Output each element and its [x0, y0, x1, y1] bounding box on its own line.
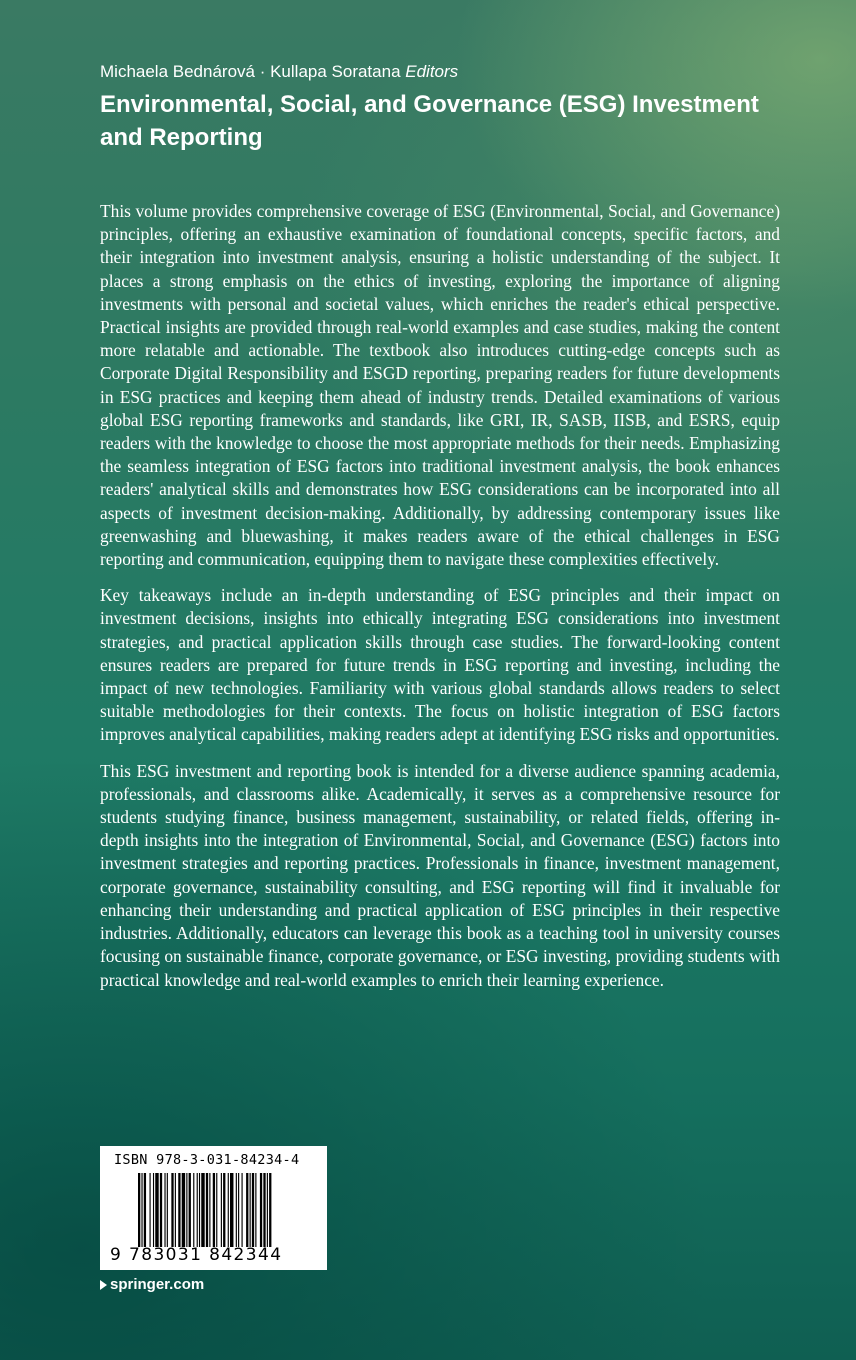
- publisher-site: springer.com: [110, 1276, 205, 1293]
- barcode-bar-11: [178, 1173, 180, 1247]
- barcode-bar-4: [153, 1173, 154, 1247]
- barcode-bar-16: [197, 1173, 198, 1247]
- barcode-bar-15: [193, 1173, 194, 1247]
- barcode-bar-18: [201, 1173, 204, 1247]
- barcode-bar-19: [206, 1173, 208, 1247]
- barcode-digits: 9 783031 842344: [110, 1245, 283, 1265]
- barcode-bar-28: [238, 1173, 239, 1247]
- barcode-bar-26: [230, 1173, 233, 1247]
- barcode-bar-10: [175, 1173, 176, 1247]
- barcode-bar-31: [250, 1173, 251, 1247]
- barcode-bar-12: [182, 1173, 185, 1247]
- editors-names: Michaela Bednárová · Kullapa Soratana: [100, 62, 401, 81]
- barcode-bar-24: [223, 1173, 225, 1247]
- description-paragraph-1: This volume provides comprehensive coverage of ESG (Environmental, Social, and Governance) principles, offering an exhaustive examination of foundational concepts, specific factors, and their integration into investment analysis, ensuring a holistic understanding of the subject. It places a strong emphasis on the ethics of investing, exploring the importance of aligning investments with personal and societal values, which enriches the reader's ethical perspective. Practical insights are provided through real-world examples and case studies, making the content more relatable and actionable. The textbook also introduces cutting-edge concepts such as Corporate Digital Responsibility and ESGD reporting, preparing readers for future developments in ESG practices and keeping them ahead of industry trends. Detailed examinations of various global ESG reporting frameworks and standards, like GRI, IR, SASB, IISB, and ESRS, equip readers with the knowledge to choose the most appropriate methods for their needs. Emphasizing the seamless integration of ESG factors into traditional investment analysis, the book enhances readers' analytical skills and demonstrates how ESG considerations can be incorporated into all aspects of investment decision-making. Additionally, by addressing contemporary issues like greenwashing and bluewashing, it makes readers aware of the ethical challenges in ESG reporting and communication, equipping them to navigate these complexities effectively.: [100, 201, 780, 570]
- barcode-bar-22: [216, 1173, 217, 1247]
- barcode-bar-20: [209, 1173, 210, 1247]
- publisher-link[interactable]: [100, 1276, 204, 1293]
- barcode-bar-0: [138, 1173, 140, 1247]
- isbn-label: ISBN 978-3-031-84234-4: [114, 1152, 300, 1168]
- barcode-bar-3: [150, 1173, 151, 1247]
- barcode-bars: [138, 1173, 308, 1247]
- barcode-bar-17: [199, 1173, 200, 1247]
- barcode-bar-25: [228, 1173, 229, 1247]
- barcode-bar-1: [141, 1173, 142, 1247]
- barcode-bar-2: [144, 1173, 146, 1247]
- barcode-bar-33: [255, 1173, 256, 1247]
- barcode-bar-14: [189, 1173, 191, 1247]
- play-arrow-icon: [100, 1280, 107, 1290]
- isbn-barcode: [100, 1146, 327, 1270]
- barcode-bar-34: [260, 1173, 262, 1247]
- editors-role: Editors: [405, 62, 459, 81]
- barcode-bar-37: [269, 1173, 271, 1247]
- barcode-bar-23: [221, 1173, 222, 1247]
- barcode-bar-30: [246, 1173, 248, 1247]
- book-title: Environmental, Social, and Governance (ESG) Investment and Reporting: [100, 91, 759, 151]
- barcode-bar-29: [242, 1173, 243, 1247]
- barcode-bar-5: [155, 1173, 158, 1247]
- barcode-bar-7: [164, 1173, 165, 1247]
- barcode-bar-13: [186, 1173, 187, 1247]
- description-paragraph-2: Key takeaways include an in-depth understanding of ESG principles and their impact on investment decisions, insights into ethically integrating ESG considerations into investment strategies, and practical application skills through case studies. The forward-looking content ensures readers are prepared for future trends in ESG reporting and investing, including the impact of new technologies. Familiarity with various global standards allows readers to select suitable methodologies for their contexts. The focus on holistic integration of ESG factors improves analytical capabilities, making readers adept at identifying ESG risks and opportunities.: [100, 585, 780, 745]
- barcode-bar-32: [252, 1173, 254, 1247]
- barcode-bar-36: [267, 1173, 268, 1247]
- book-description: [100, 200, 780, 1005]
- barcode-bar-35: [263, 1173, 265, 1247]
- barcode-bar-27: [236, 1173, 237, 1247]
- description-paragraph-3: This ESG investment and reporting book is intended for a diverse audience spanning academia, professionals, and classrooms alike. Academically, it serves as a comprehensive resource for students studying finance, business management, sustainability, or related fields, offering in-depth insights into the integration of Environmental, Social, and Governance (ESG) factors into investment strategies and reporting practices. Professionals in finance, investment management, corporate governance, sustainability consulting, and ESG reporting will find it invaluable for enhancing their understanding and practical application of ESG principles in their respective industries. Additionally, educators can leverage this book as a teaching tool in university courses focusing on sustainable finance, corporate governance, or ESG investing, providing students with practical knowledge and real-world examples to enrich their learning experience.: [100, 760, 780, 990]
- barcode-bar-21: [213, 1173, 215, 1247]
- editors-line: [100, 62, 458, 82]
- barcode-bar-6: [160, 1173, 162, 1247]
- barcode-bar-8: [167, 1173, 168, 1247]
- barcode-bar-9: [171, 1173, 173, 1247]
